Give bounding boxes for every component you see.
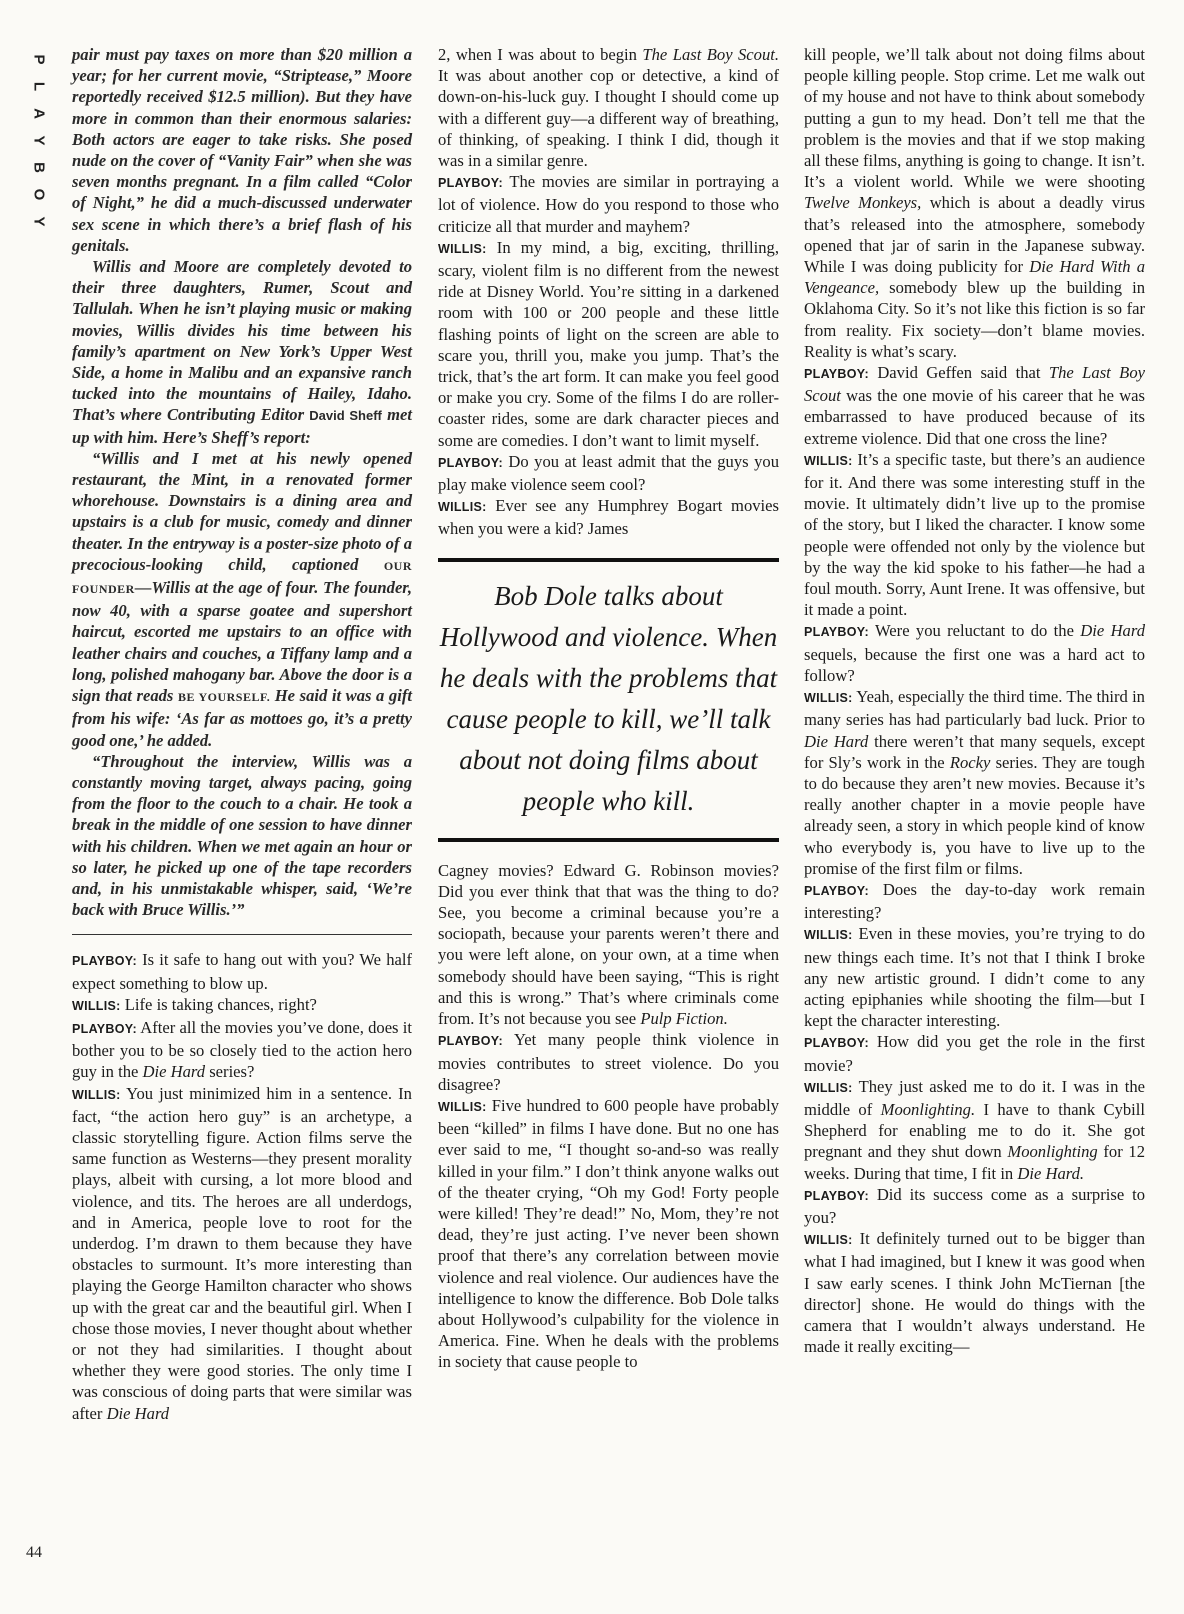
question: PLAYBOY: After all the movies you’ve done, does it bother you to be so closely tied to the action hero guy in the Die Hard series? [72,1017,412,1082]
section-divider [72,934,412,935]
answer: WILLIS: They just asked me to do it. I was in the middle of Moonlighting. I have to thank Cybill Shepherd for enabling me to do it. She got pregnant and they shut down Moonlighting for 12 weeks. During that time, I fit in Die Hard. [804,1076,1145,1183]
contributing-editor-name: David Sheff [309,408,382,424]
answer-continued: Cagney movies? Edward G. Robinson movies? Did you ever think that that was the thing to do? See, you become a criminal because you’re a sociopath, because your parents weren’t there and you were left alone, on your own, at a time when somebody should have been saying, “This is right and this is wrong.” That’s where criminals come from. It’s not because you see Pulp Fiction. [438,860,779,1029]
answer: WILLIS: You just minimized him in a sentence. In fact, “the action hero guy” is an archetype, a classic storytelling figure. Action films serve the same function as Westerns—they present morality plays, albeit with cursing, a lot more blood and violence, and tits. The heroes are all underdogs, and in America, people love to root for the underdog. I’m drawn to them because they have obstacles to surmount. It’s more interesting than playing the George Hamilton character who shows up with the great car and the beautiful girl. When I chose those movies, I never thought about whether or not they had similarities. I thought about whether they were good stories. The only time I was conscious of doing parts that were similar was after Die Hard [72,1083,412,1423]
interview-intro [72,44,412,920]
intro-paragraph: pair must pay taxes on more than $20 million a year; for her current movie, “Striptease,” Moore reportedly received $12.5 million). But they have more in common than their enormous salaries: Both actors are eager to take risks. She posed nude on the cover of “Vanity Fair” when she was seven months pregnant. In a film called “Color of Night,” he did a much-discussed underwater sex scene in which there’s a brief flash of his genitals. [72,45,412,255]
question: PLAYBOY: Did its success come as a surprise to you? [804,1184,1145,1227]
question: PLAYBOY: Is it safe to hang out with you? We half expect something to blow up. [72,950,412,993]
answer-continued: kill people, we’ll talk about not doing films about people killing people. Stop crime. Let me walk out of my house and not have to think about somebody putting a gun to my head. Don’t tell me that the problem is the movies and that if we stop making all these films, anything is going to change. It isn’t. It’s a violent world. While we were shooting Twelve Monkeys, which is about a deadly virus that’s released into the atmosphere, somebody opened that jar of sarin in the Japanese subway. While I was doing publicity for Die Hard With a Vengeance, somebody blew up the building in Oklahoma City. So it’s not like this fiction is so far from reality. Fix society—don’t blame movies. Reality is what’s scary. [804,45,1146,361]
question: PLAYBOY: Yet many people think violence in movies contributes to street violence. Do you disagree? [438,1030,779,1094]
answer: WILLIS: Even in these movies, you’re trying to do new things each time. It’s not that I think I broke any new artistic ground. I didn’t come to any acting epiphanies while shooting the film—but I kept the character interesting. [804,924,1145,1031]
column-3 [804,44,1145,1357]
qa-block-3 [804,44,1145,1357]
question: PLAYBOY: Does the day-to-day work remain interesting? [804,879,1145,923]
question: PLAYBOY: David Geffen said that The Last Boy Scout was the one movie of his career that he was embarrassed to have produced because of its extreme violence. Did that one cross the line? [804,363,1145,448]
question: PLAYBOY: How did you get the role in the first movie? [804,1032,1145,1075]
running-head: P L A Y B O Y [30,54,48,227]
qa-block-1-cont [438,44,779,540]
intro-paragraph: Willis and Moore are completely devoted to their three daughters, Rumer, Scout and Tallulah. When he isn’t playing music or making movies, Willis divides his time between his family’s apartment on New York’s Upper West Side, a home in Malibu and an expansive ranch tucked into the mountains of Hailey, Idaho. That’s where Contributing Editor David Sheff met up with him. Here’s Sheff’s report: [72,257,413,447]
answer: WILLIS: It definitely turned out to be bigger than what I had imagined, but I knew it was good when I saw early scenes. I think John McTiernan [the director] shone. He would do things with the camera that I wouldn’t always understand. He made it really exciting— [804,1229,1146,1357]
question: PLAYBOY: The movies are similar in portraying a lot of violence. How do you respond to those who criticize all that murder and mayhem? [438,172,779,236]
answer: WILLIS: Ever see any Humphrey Bogart movies when you were a kid? James [438,496,779,539]
column-2 [438,44,779,1373]
answer-continued: 2, when I was about to begin The Last Boy Scout. It was about another cop or detective, a kind of down-on-his-luck guy. I thought I should come up with a different guy—a different way of breathing, of thinking, of speaking. I think I did, though it was in a similar genre. [438,45,780,171]
question: PLAYBOY: Do you at least admit that the guys you play make violence seem cool? [438,451,779,495]
question: PLAYBOY: Were you reluctant to do the Die Hard sequels, because the first one was a hard act to follow? [804,621,1145,685]
intro-paragraph: “Throughout the interview, Willis was a constantly moving target, always pacing, going from the floor to the couch to a chair. He took a break in the middle of one session to have dinner with his children. When we met again an hour or so later, he picked up one of the tape recorders and, in his unmistakable whisper, said, ‘We’re back with Bruce Willis.’” [72,751,412,920]
answer: WILLIS: It’s a specific taste, but there’s an audience for it. And there was some interesting stuff in the movie. It ultimately didn’t live up to the promise of the story, but I liked the character. I know some people were offended not only by the violence but by the way the kid spoke to his father—he had a foul mouth. Sorry, Aunt Irene. It was offensive, but it made a point. [804,449,1145,620]
answer: WILLIS: Yeah, especially the third time. The third in many series has had particularly bad luck. Prior to Die Hard there weren’t that many sequels, except for Sly’s work in the Rocky series. They are tough to do because they aren’t new movies. Because it’s really another chapter in a movie people have already seen, a story in which people kind of know who everybody is, you have to live up to the promise of the first film or films. [804,687,1146,878]
qa-block-1 [72,949,412,1423]
answer: WILLIS: Five hundred to 600 people have probably been “killed” in films I have done. But no one has ever said to me, “I thought so-and-so was really killed in your film.” I don’t think anyone walks out of the theater crying, “Oh my God! Forty people were killed! They’re dead!” No, Mom, they’re not dead, they’re just acting. I’ve never been shown proof that there’s any correlation between movie violence and real violence. Our audiences have the intelligence to know the difference. Bob Dole talks about Hollywood’s culpability for the violence in America. Fine. When he deals with the problems in society that cause people to [438,1095,779,1372]
answer: WILLIS: Life is taking chances, right? [72,994,317,1014]
page-number: 44 [26,1544,42,1561]
pull-quote: Bob Dole talks about Hollywood and violence. When he deals with the problems that cause people to kill, we’ll talk about not doing films about people who kill. [438,558,779,842]
intro-paragraph: “Willis and I met at his newly opened restaurant, the Mint, in a renovated former whorehouse. Downstairs is a dining area and upstairs is a club for music, comedy and dinner theater. In the entryway is a poster-size photo of a precocious-looking child, captioned OUR FOUNDER—Willis at the age of four. The founder, now 40, with a sparse goatee and supershort haircut, escorted me upstairs to an office with leather chairs and couches, a Tiffany lamp and a long, polished mahogany bar. Above the door is a sign that reads BE YOURSELF. He said it was a gift from his wife: ‘As far as mottoes go, it’s a pretty good one,’ he added. [72,448,412,750]
column-1 [72,44,412,1424]
qa-block-2 [438,860,779,1373]
answer: WILLIS: In my mind, a big, exciting, thrilling, scary, violent film is no different from the newest ride at Disney World. You’re sitting in a darkened room with 100 or 200 people and these little flashing points of light on the screen are able to scare you, thrill you, make you jump. That’s the trick, that’s the art form. It can make you feel good or make you cry. Some of the films I do are roller-coaster rides, some are dark character pieces and some are comedies. I don’t want to limit myself. [438,237,779,450]
